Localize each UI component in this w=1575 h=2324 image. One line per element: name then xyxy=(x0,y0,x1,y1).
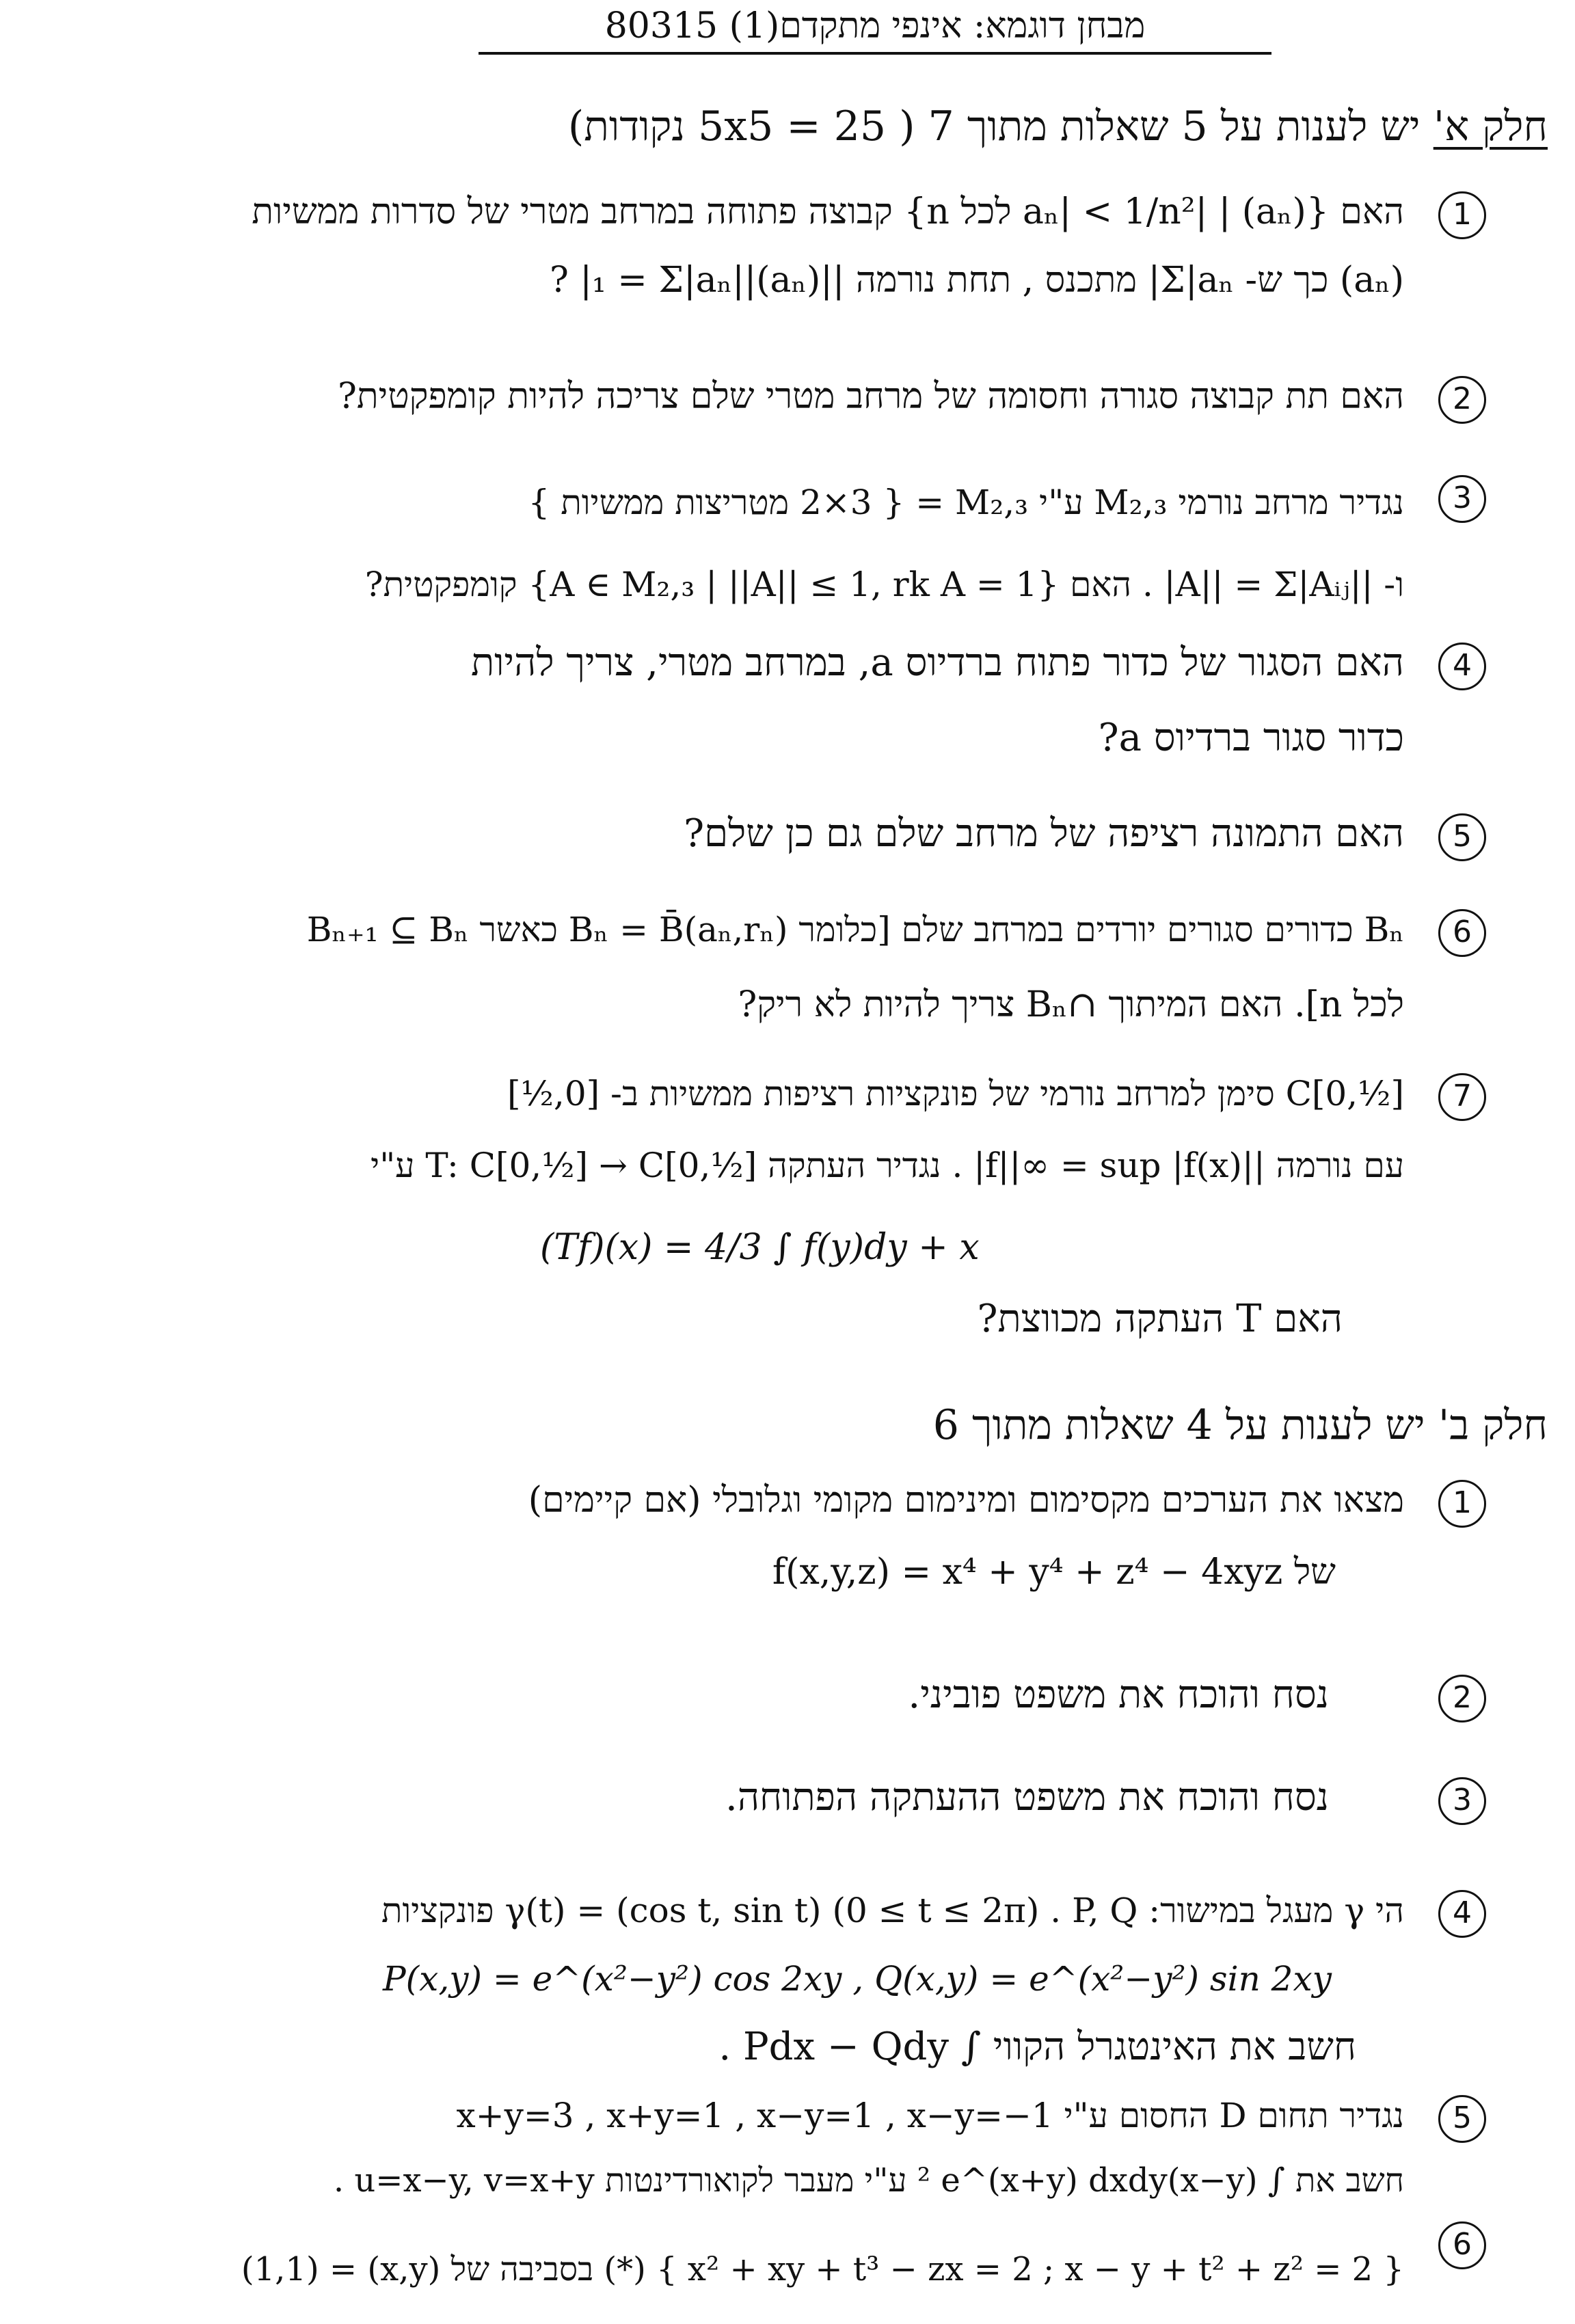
question-number: 7 xyxy=(1438,1073,1486,1121)
question-number: 3 xyxy=(1438,1777,1486,1825)
question-text-line: הי γ מעגל במישור: γ(t) = (cos t, sin t) (0 ≤ t ≤ 2π) . P, Q פונקציות xyxy=(381,1891,1404,1930)
question-text-line: C[0,½] סימן למרחב נורמי של פונקציות רציפות ממשיות ב- [0,½] xyxy=(507,1074,1404,1113)
question-number: 4 xyxy=(1438,643,1486,690)
question-text-line: האם התמונה רציפה של מרחב שלם גם כן שלם? xyxy=(684,811,1404,856)
question-number: 1 xyxy=(1438,191,1486,239)
question-number: 3 xyxy=(1438,475,1486,523)
question-text-line: האם {(aₙ) | |aₙ| < 1/n² לכל n} קבוצה פתוחה במרחב מטרי של סדרות ממשיות xyxy=(252,191,1404,232)
question-number: 6 xyxy=(1438,2221,1486,2269)
part-b-heading xyxy=(933,1401,1548,1449)
question-number: 2 xyxy=(1438,1675,1486,1722)
question-text-line: של f(x,y,z) = x⁴ + y⁴ + z⁴ − 4xyz xyxy=(772,1552,1336,1593)
question-text-line: Bₙ כדורים סגורים יורדים במרחב שלם [כלומר Bₙ = B̄(aₙ,rₙ) כאשר Bₙ₊₁ ⊆ Bₙ xyxy=(306,910,1404,949)
question-text-line: נגדיר מרחב נורמי M₂,₃ ע"י M₂,₃ = { 2×3 מטריצות ממשיות } xyxy=(528,483,1404,522)
question-number: 5 xyxy=(1438,813,1486,861)
part-b-instruction: יש לענות על 4 שאלות מתוך 6 xyxy=(932,1401,1425,1449)
question-text-line: { x² + xy + t³ − zx = 2 ; x − y + t² + z² = 2 } (*) בסביבה של (x,y) = (1,1) xyxy=(241,2250,1404,2288)
question-text-line: חשב את ∫ (x−y)² e^(x+y) dxdy ע"י מעבר לקואורדינטות u=x−y, v=x+y . xyxy=(333,2161,1404,2200)
question-formula: P(x,y) = e^(x²−y²) cos 2xy , Q(x,y) = e^(x²−y²) sin 2xy xyxy=(383,1959,1332,1999)
question-text-line: נסח והוכח את משפט פוביני. xyxy=(908,1673,1329,1717)
question-text-line: האם T העתקה מכווצת? xyxy=(977,1297,1343,1341)
question-text-line: כדור סגור ברדיוס a? xyxy=(1098,716,1404,760)
question-text-line: לכל n]. האם המיתוך ∩Bₙ צריך להיות לא ריק? xyxy=(738,984,1404,1025)
question-text-line: נסח והוכח את משפט ההעתקה הפתוחה. xyxy=(725,1775,1329,1820)
question-text-line: חשב את האינטגרל הקווי ∫ Pdx − Qdy . xyxy=(718,2025,1356,2069)
part-a-heading xyxy=(568,103,1548,150)
question-text-line: נגדיר תחום D החסום ע"י x+y=3 , x+y=1 , x−y=1 , x−y=−1 xyxy=(456,2096,1404,2135)
question-number: 2 xyxy=(1438,376,1486,424)
question-text-line: (aₙ) כך ש- Σ|aₙ| מתכנס , תחת נורמה ||(aₙ)||₁ = Σ|aₙ| ? xyxy=(549,260,1404,301)
question-text-line: האם תת קבוצה סגורה וחסומה של מרחב מטרי שלם צריכה להיות קומפקטית? xyxy=(338,376,1404,417)
part-a-label: חלק א' xyxy=(1433,103,1548,150)
part-b-label: חלק ב' xyxy=(1438,1401,1548,1449)
question-number: 5 xyxy=(1438,2095,1486,2143)
question-number: 6 xyxy=(1438,909,1486,957)
question-formula: (Tf)(x) = 4/3 ∫ f(y)dy + x xyxy=(540,1227,980,1268)
question-text-line: עם נורמה ||f||∞ = sup |f(x)| . נגדיר העתקה T: C[0,½] → C[0,½] ע"י xyxy=(371,1146,1404,1185)
question-text-line: האם הסגור של כדור פתוח ברדיוס a, במרחב מטרי, צריך להיות xyxy=(470,640,1404,685)
question-text-line: ו- ||A|| = Σ|Aᵢⱼ| . האם {A ∈ M₂,₃ | ||A|| ≤ 1, rk A = 1} קומפקטית? xyxy=(364,565,1404,604)
question-text-line: מצאו את הערכים מקסימום ומינימום מקומי וגלובלי (אם קיימים) xyxy=(528,1480,1404,1521)
question-number: 1 xyxy=(1438,1480,1486,1528)
question-number: 4 xyxy=(1438,1890,1486,1938)
part-a-instruction: יש לענות על 5 שאלות מתוך 7 ( 5x5 = 25 נקודות) xyxy=(567,103,1421,150)
page-title: מבחן דוגמא: אינפי מתקדם(1) 80315 xyxy=(479,5,1271,55)
